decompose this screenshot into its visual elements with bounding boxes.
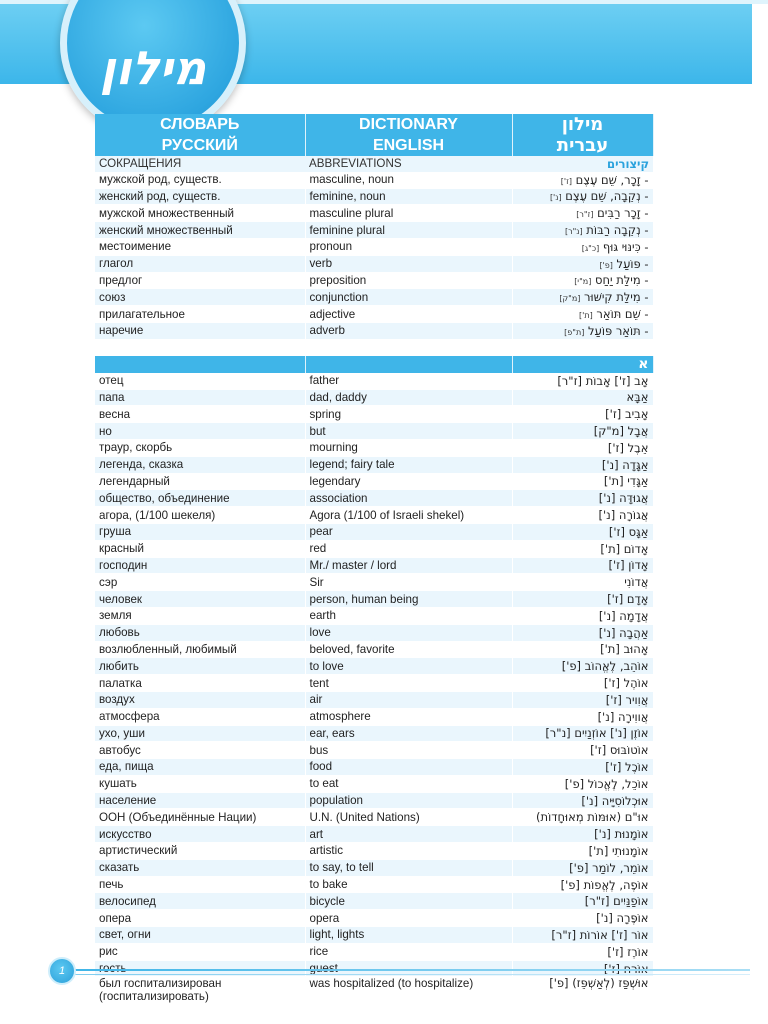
entry-russian: легенда, сказка (95, 456, 305, 473)
abbreviation-term: - נְקֵבָה, שֵׁם עֶצֶם (565, 189, 649, 204)
abbreviation-term: - כִּינּוּי גּוּף (602, 239, 649, 254)
footer-line-thin (70, 974, 750, 975)
entry-english: U.N. (United Nations) (305, 809, 512, 826)
entry-hebrew: אָדוֹם [ת'] (512, 540, 653, 557)
entry-row (95, 977, 653, 1008)
entry-russian-line-2: (госпитализировать) (99, 990, 209, 1004)
entry-hebrew: אֲדָמָה [נ'] (512, 607, 653, 624)
abbreviation-ru: женский множественный (95, 222, 305, 239)
header-hebrew-2: עברית (512, 135, 653, 156)
entry-row (95, 373, 653, 389)
entry-row (95, 423, 653, 440)
entry-hebrew: אוֹהֶל [ז'] (512, 675, 653, 692)
entry-russian: груша (95, 523, 305, 540)
entry-russian: рис (95, 943, 305, 960)
entry-hebrew: אַבָּא (512, 389, 653, 406)
entry-english: food (305, 759, 512, 776)
entry-hebrew: אוֹר [ז'] אוֹרוֹת [ז"ר] (512, 927, 653, 944)
spacer-row (95, 339, 653, 356)
entry-russian: воздух (95, 691, 305, 708)
entry-russian: свет, огни (95, 927, 305, 944)
entry-hebrew: אוּכְלוֹסִיָּיה [נ'] (512, 792, 653, 809)
entry-english: mourning (305, 439, 512, 456)
abbreviation-term: - זָכָר, שֵׁם עֶצֶם (575, 172, 649, 187)
abbreviation-en: feminine, noun (305, 188, 512, 205)
entry-hebrew: אוֹכֵל, לֶאֱכוֹל [פ'] (512, 775, 653, 792)
entry-row (95, 557, 653, 574)
entry-russian: искусство (95, 826, 305, 843)
entry-row (95, 473, 653, 490)
abbreviation-en: feminine plural (305, 222, 512, 239)
entry-english: population (305, 792, 512, 809)
letter-cell-ru (95, 356, 305, 373)
entry-hebrew: אֲדוֹנִי (512, 574, 653, 591)
entry-row (95, 507, 653, 524)
abbreviation-en: masculine, noun (305, 172, 512, 188)
entry-russian: агора, (1/100 шекеля) (95, 507, 305, 524)
entry-row (95, 775, 653, 792)
abbreviation-en: preposition (305, 272, 512, 289)
abbreviation-ru: глагол (95, 255, 305, 272)
abbreviation-en: adverb (305, 322, 512, 339)
header-russian-2: РУССКИЙ (95, 135, 305, 156)
entry-row (95, 809, 653, 826)
abbreviation-row (95, 205, 653, 222)
dictionary-table (95, 114, 654, 1008)
entry-english: atmosphere (305, 708, 512, 725)
abbreviation-ru: союз (95, 289, 305, 306)
abbreviation-he (512, 205, 653, 222)
entry-russian: печь (95, 876, 305, 893)
abbreviation-term: - שֵׁם תּוֹאַר (596, 307, 649, 322)
entry-english: ear, ears (305, 725, 512, 742)
entry-row (95, 742, 653, 759)
entry-english: bus (305, 742, 512, 759)
entry-hebrew: אוֹמָנוּת [נ'] (512, 826, 653, 843)
abbreviation-en: pronoun (305, 238, 512, 255)
entry-english: legend; fairy tale (305, 456, 512, 473)
entry-row (95, 658, 653, 675)
abbreviation-tag: [מ"י] (574, 277, 592, 287)
entry-russian: красный (95, 540, 305, 557)
entry-english: spring (305, 406, 512, 423)
entry-row (95, 910, 653, 927)
entry-row (95, 943, 653, 960)
entry-russian: легендарный (95, 473, 305, 490)
abbreviation-ru: предлог (95, 272, 305, 289)
entry-english: love (305, 624, 512, 641)
entry-row (95, 927, 653, 944)
entry-row (95, 624, 653, 641)
abbreviation-tag: [ת'] (579, 311, 593, 321)
entry-hebrew: אַגָּדָה [נ'] (512, 456, 653, 473)
abbreviation-row (95, 306, 653, 323)
abbreviation-en: conjunction (305, 289, 512, 306)
entry-english: Mr./ master / lord (305, 557, 512, 574)
header-hebrew-1: מילון (512, 114, 653, 135)
entry-row (95, 876, 653, 893)
entry-english: air (305, 691, 512, 708)
abbreviation-tag: [נ"ר] (564, 227, 583, 237)
entry-russian: кушать (95, 775, 305, 792)
abbreviations-title-ru: СОКРАЩЕНИЯ (95, 156, 305, 172)
entry-english: bicycle (305, 893, 512, 910)
abbreviation-he (512, 222, 653, 239)
entry-row (95, 843, 653, 860)
entry-english: rice (305, 943, 512, 960)
entry-russian: человек (95, 591, 305, 608)
entry-row (95, 708, 653, 725)
entry-english: art (305, 826, 512, 843)
abbreviation-tag: [נ'] (549, 193, 562, 203)
entry-russian: но (95, 423, 305, 440)
entry-russian: палатка (95, 675, 305, 692)
entry-hebrew: אוֹפַנַּיִים [ז"ר] (512, 893, 653, 910)
entry-hebrew: אֲבָל [מ"ק] (512, 423, 653, 440)
entry-russian: господин (95, 557, 305, 574)
letter-section-row (95, 356, 653, 373)
entry-english: Sir (305, 574, 512, 591)
abbreviation-row (95, 238, 653, 255)
entry-russian (95, 977, 305, 1008)
abbreviation-row (95, 255, 653, 272)
entry-hebrew: אָהוּב [ת'] (512, 641, 653, 658)
entry-russian: опера (95, 910, 305, 927)
abbreviation-en: adjective (305, 306, 512, 323)
entry-russian: велосипед (95, 893, 305, 910)
abbreviation-term: - מִילַּת יַחַס (595, 273, 649, 288)
abbreviation-he (512, 306, 653, 323)
entry-row (95, 759, 653, 776)
entry-hebrew: אוֹהֵב, לֶאֱהוֹב [פ'] (512, 658, 653, 675)
entry-hebrew: אָבִיב [ז'] (512, 406, 653, 423)
abbreviation-en: masculine plural (305, 205, 512, 222)
abbreviation-ru: женский род, существ. (95, 188, 305, 205)
entry-hebrew: אוֹפֶה, לֶאֱפוֹת [פ'] (512, 876, 653, 893)
header-russian-1: СЛОВАРЬ (95, 114, 305, 135)
page-number: 1 (48, 957, 76, 985)
entry-row (95, 792, 653, 809)
entry-hebrew: אַהֲבָה [נ'] (512, 624, 653, 641)
entry-english: opera (305, 910, 512, 927)
entry-hebrew: אוֹרֶז [ז'] (512, 943, 653, 960)
entry-english: to bake (305, 876, 512, 893)
abbreviation-tag: [פ'] (599, 260, 613, 270)
abbreviation-row (95, 272, 653, 289)
entry-russian: отец (95, 373, 305, 389)
entry-russian: ухо, уши (95, 725, 305, 742)
abbreviation-row (95, 188, 653, 205)
abbreviation-ru: местоимение (95, 238, 305, 255)
entry-row (95, 406, 653, 423)
abbreviation-he (512, 289, 653, 306)
abbreviation-row (95, 172, 653, 188)
header-english-1: DICTIONARY (305, 114, 512, 135)
entry-row (95, 574, 653, 591)
abbreviation-row (95, 322, 653, 339)
abbreviation-he (512, 188, 653, 205)
entry-english: but (305, 423, 512, 440)
entry-russian: артистический (95, 843, 305, 860)
entry-row (95, 691, 653, 708)
entry-hebrew: אוּ"ם (אוּמּוֹת מְאוּחָדוֹת) (512, 809, 653, 826)
entry-russian: весна (95, 406, 305, 423)
abbreviation-tag: [ז'] (560, 176, 572, 186)
header-row-1 (95, 114, 653, 135)
entry-hebrew: אֵבֶל [ז'] (512, 439, 653, 456)
entry-hebrew: אֲגוֹרָה [נ'] (512, 507, 653, 524)
abbreviations-title-row (95, 156, 653, 172)
entry-hebrew: אוֹכֶל [ז'] (512, 759, 653, 776)
entry-hebrew: אוֹזֶן [נ'] אוֹזְנַיִים [נ"ר] (512, 725, 653, 742)
entry-russian: сказать (95, 859, 305, 876)
entry-english: earth (305, 607, 512, 624)
entry-english: association (305, 490, 512, 507)
entry-english: beloved, favorite (305, 641, 512, 658)
entry-row (95, 540, 653, 557)
entry-russian: население (95, 792, 305, 809)
entry-row (95, 523, 653, 540)
entry-english: tent (305, 675, 512, 692)
entry-row (95, 859, 653, 876)
entry-hebrew: אֲוִויר [ז'] (512, 691, 653, 708)
entry-russian: ООН (Объединённые Нации) (95, 809, 305, 826)
abbreviations-title-he: קיצורים (512, 156, 653, 172)
abbreviation-term: - זָכָר רַבִּים (597, 206, 649, 221)
entry-hebrew: אוּשְׁפַּז (לְאַשְׁפֵּז) [פ'] (512, 977, 653, 1008)
footer-line (70, 969, 750, 971)
abbreviation-ru: мужской род, существ. (95, 172, 305, 188)
entry-russian: сэр (95, 574, 305, 591)
abbreviation-en: verb (305, 255, 512, 272)
entry-english: to say, to tell (305, 859, 512, 876)
header-english-2: ENGLISH (305, 135, 512, 156)
entry-english: father (305, 373, 512, 389)
entry-hebrew: אוֹטוֹבּוּס [ז'] (512, 742, 653, 759)
abbreviation-ru: наречие (95, 322, 305, 339)
entry-hebrew: אַגָּדִי [ת'] (512, 473, 653, 490)
entry-russian: земля (95, 607, 305, 624)
abbreviation-row (95, 222, 653, 239)
entry-hebrew: אוֹפֶּרָה [נ'] (512, 910, 653, 927)
entry-english: pear (305, 523, 512, 540)
entry-english: legendary (305, 473, 512, 490)
entry-russian: любить (95, 658, 305, 675)
abbreviation-term: - נְקֵבָה רַבּוֹת (586, 223, 649, 238)
entry-english: to eat (305, 775, 512, 792)
entry-row (95, 439, 653, 456)
entry-row (95, 607, 653, 624)
entry-row (95, 456, 653, 473)
abbreviation-tag: [כ"ג] (581, 243, 600, 253)
entry-english: red (305, 540, 512, 557)
abbreviations-title-en: ABBREVIATIONS (305, 156, 512, 172)
entry-hebrew: אָב [ז'] אָבוֹת [ז"ר] (512, 373, 653, 389)
entry-row (95, 591, 653, 608)
section-letter: א (512, 356, 653, 373)
abbreviation-he (512, 255, 653, 272)
entry-row (95, 893, 653, 910)
entry-english: dad, daddy (305, 389, 512, 406)
entry-hebrew: אֲווִירָה [נ'] (512, 708, 653, 725)
abbreviation-term: - מִילַּת קִישּׁוּר (584, 290, 649, 305)
entry-hebrew: אַגָּס [ז'] (512, 523, 653, 540)
abbreviation-he (512, 272, 653, 289)
abbreviation-tag: [ז"ר] (576, 210, 594, 220)
entry-russian: возлюбленный, любимый (95, 641, 305, 658)
header-row-2 (95, 135, 653, 156)
entry-russian: любовь (95, 624, 305, 641)
entry-english: was hospitalized (to hospitalize) (305, 977, 512, 1008)
entry-russian: еда, пища (95, 759, 305, 776)
entry-row (95, 675, 653, 692)
abbreviation-row (95, 289, 653, 306)
entry-russian-line-1: был госпитализирован (99, 977, 222, 991)
abbreviation-tag: [מ"ק] (559, 294, 581, 304)
entry-english: to love (305, 658, 512, 675)
entry-row (95, 826, 653, 843)
page-title: מילון (99, 41, 207, 95)
entry-hebrew: אוֹמֵר, לוֹמַר [פ'] (512, 859, 653, 876)
abbreviation-tag: [ת"פ] (564, 327, 585, 337)
entry-english: Agora (1/100 of Israeli shekel) (305, 507, 512, 524)
abbreviation-ru: прилагательное (95, 306, 305, 323)
entry-row (95, 725, 653, 742)
entry-hebrew: אָדוֹן [ז'] (512, 557, 653, 574)
abbreviation-he (512, 172, 653, 188)
entry-english: artistic (305, 843, 512, 860)
entry-hebrew: אֲגוּדָּה [נ'] (512, 490, 653, 507)
entry-russian: автобус (95, 742, 305, 759)
entry-row (95, 490, 653, 507)
entry-row (95, 641, 653, 658)
entry-hebrew: אוֹמָנוּתִי [ת'] (512, 843, 653, 860)
entry-hebrew: אָדָם [ז'] (512, 591, 653, 608)
abbreviation-ru: мужской множественный (95, 205, 305, 222)
entry-english: person, human being (305, 591, 512, 608)
letter-cell-en (305, 356, 512, 373)
entry-russian: папа (95, 389, 305, 406)
abbreviation-term: - פּוֹעַל (616, 256, 649, 271)
entry-russian: общество, объединение (95, 490, 305, 507)
entry-row (95, 389, 653, 406)
entry-russian: траур, скорбь (95, 439, 305, 456)
abbreviation-term: - תּוֹאַר פּוֹעַל (588, 323, 649, 338)
abbreviation-he (512, 322, 653, 339)
abbreviation-he (512, 238, 653, 255)
entry-russian: атмосфера (95, 708, 305, 725)
entry-english: light, lights (305, 927, 512, 944)
